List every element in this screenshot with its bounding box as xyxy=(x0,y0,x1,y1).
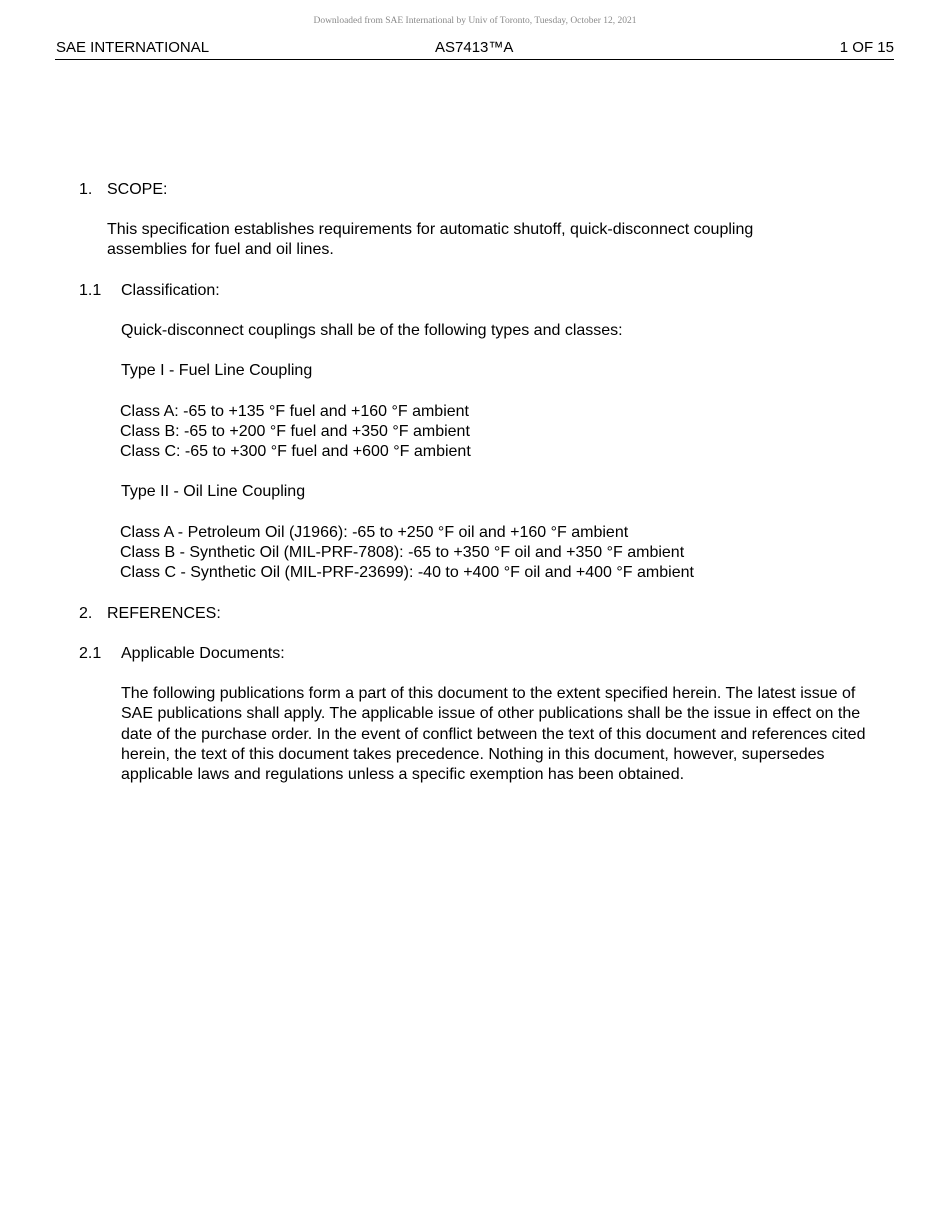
running-header xyxy=(55,38,894,60)
applicable-documents-paragraph: The following publications form a part of this document to the extent specified herein. The latest issue of SAE publications shall apply. The applicable issue of other publications shall be the issue in effect on the date of the purchase order. In the event of conflict between the text of this document and references cited herein, the text of this document takes precedence. Nothing in this document, however, supersedes applicable laws and regulations unless a specific exemption has been obtained. xyxy=(121,685,866,784)
section-2-1-title: Applicable Documents: xyxy=(121,645,285,662)
type-2-class-c: Class C - Synthetic Oil (MIL-PRF-23699): -40 to +400 °F oil and +400 °F ambient xyxy=(120,564,694,581)
header-page-indicator: 1 OF 15 xyxy=(839,39,894,56)
section-2-1-number: 2.1 xyxy=(79,645,102,662)
type-2-class-b: Class B - Synthetic Oil (MIL-PRF-7808): -65 to +350 °F oil and +350 °F ambient xyxy=(120,544,685,561)
section-1-title: SCOPE: xyxy=(107,181,168,198)
scope-paragraph: This specification establishes requirements for automatic shutoff, quick-disconnect coupling assemblies for fuel and oil lines. xyxy=(107,221,754,259)
section-1-1-title: Classification: xyxy=(121,282,220,299)
type-1-class-c: Class C: -65 to +300 °F fuel and +600 °F ambient xyxy=(120,443,471,460)
header-document-number: AS7413™A xyxy=(435,39,514,56)
header-organization: SAE INTERNATIONAL xyxy=(56,39,210,56)
section-1-number: 1. xyxy=(79,181,93,198)
type-2-title: Type II - Oil Line Coupling xyxy=(121,483,306,500)
type-1-class-a: Class A: -65 to +135 °F fuel and +160 °F ambient xyxy=(120,403,469,420)
section-1-1-number: 1.1 xyxy=(79,282,102,299)
section-2-title: REFERENCES: xyxy=(107,605,221,622)
type-1-class-b: Class B: -65 to +200 °F fuel and +350 °F ambient xyxy=(120,423,470,440)
download-watermark: Downloaded from SAE International by Univ of Toronto, Tuesday, October 12, 2021 xyxy=(313,16,637,26)
classification-intro: Quick-disconnect couplings shall be of the following types and classes: xyxy=(121,322,623,339)
section-2-number: 2. xyxy=(79,605,93,622)
type-2-class-a: Class A - Petroleum Oil (J1966): -65 to +250 °F oil and +160 °F ambient xyxy=(120,524,629,541)
type-1-title: Type I - Fuel Line Coupling xyxy=(121,362,313,379)
